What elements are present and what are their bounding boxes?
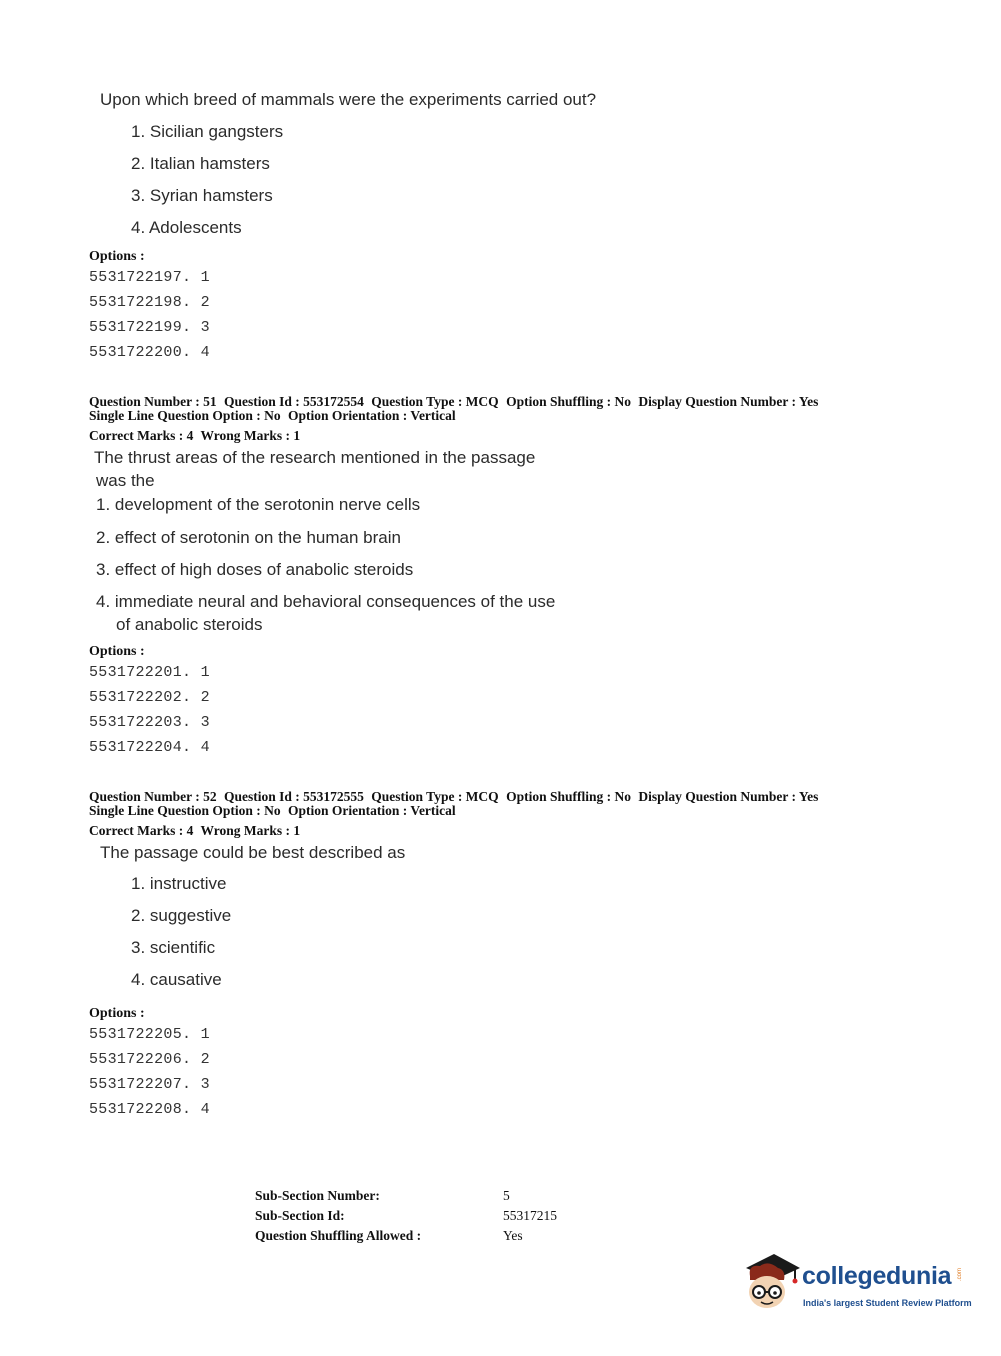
question-id: Question Id : 553172555: [224, 789, 364, 804]
single-line-option: Single Line Question Option : No: [89, 408, 281, 423]
wrong-marks: Wrong Marks : 1: [200, 823, 301, 838]
option-code: 5531722201. 1: [89, 664, 210, 681]
question-meta-line: [89, 408, 460, 424]
answer-choice: 1. development of the serotonin nerve cells: [96, 495, 421, 514]
subsection-id-label: Sub-Section Id:: [255, 1208, 345, 1223]
option-code: 5531722200. 4: [89, 344, 210, 361]
option-code: 5531722208. 4: [89, 1101, 210, 1118]
answer-choice: 3. Syrian hamsters: [131, 186, 273, 205]
question-shuffling-value: Yes: [503, 1228, 523, 1243]
question-stem-cont: was the: [96, 471, 155, 490]
question-number: Question Number : 52: [89, 789, 217, 804]
logo-suffix: .com: [957, 1268, 963, 1282]
option-code: 5531722203. 3: [89, 714, 210, 731]
answer-choice: 1. instructive: [131, 874, 227, 893]
collegedunia-logo: [740, 1250, 980, 1320]
options-label: Options :: [89, 644, 145, 659]
answer-choice: 3. effect of high doses of anabolic steroids: [96, 560, 414, 579]
wrong-marks: Wrong Marks : 1: [200, 428, 301, 443]
question-stem: The thrust areas of the research mentioned in the passage: [94, 448, 536, 467]
question-id: Question Id : 553172554: [224, 394, 364, 409]
subsection-number-label: Sub-Section Number:: [255, 1188, 380, 1203]
answer-choice: 4. immediate neural and behavioral consequences of the use: [96, 592, 556, 611]
answer-choice: 2. suggestive: [131, 906, 232, 925]
question-meta-line: [89, 803, 460, 819]
display-question-number: Display Question Number : Yes: [638, 789, 819, 804]
option-orientation: Option Orientation : Vertical: [288, 408, 456, 423]
options-label: Options :: [89, 1006, 145, 1021]
option-shuffling: Option Shuffling : No: [506, 789, 631, 804]
display-question-number: Display Question Number : Yes: [638, 394, 819, 409]
option-code: 5531722198. 2: [89, 294, 210, 311]
subsection-id-value: 55317215: [503, 1208, 557, 1223]
answer-choice: 4. Adolescents: [131, 218, 242, 237]
single-line-option: Single Line Question Option : No: [89, 803, 281, 818]
logo-name: collegedunia: [802, 1262, 952, 1290]
marks-line: [89, 823, 304, 839]
mascot-icon: [740, 1250, 802, 1316]
question-stem: The passage could be best described as: [100, 843, 406, 862]
subsection-number-value: 5: [503, 1188, 510, 1203]
question-stem: Upon which breed of mammals were the experiments carried out?: [100, 90, 597, 109]
correct-marks: Correct Marks : 4: [89, 428, 194, 443]
option-orientation: Option Orientation : Vertical: [288, 803, 456, 818]
options-label: Options :: [89, 249, 145, 264]
option-code: 5531722207. 3: [89, 1076, 210, 1093]
question-type: Question Type : MCQ: [371, 394, 499, 409]
answer-choice: 4. causative: [131, 970, 222, 989]
option-code: 5531722206. 2: [89, 1051, 210, 1068]
option-code: 5531722205. 1: [89, 1026, 210, 1043]
option-code: 5531722202. 2: [89, 689, 210, 706]
question-type: Question Type : MCQ: [371, 789, 499, 804]
option-code: 5531722197. 1: [89, 269, 210, 286]
question-number: Question Number : 51: [89, 394, 217, 409]
answer-choice: 1. Sicilian gangsters: [131, 122, 284, 141]
option-code: 5531722204. 4: [89, 739, 210, 756]
answer-choice-cont: of anabolic steroids: [116, 615, 263, 634]
option-shuffling: Option Shuffling : No: [506, 394, 631, 409]
answer-choice: 3. scientific: [131, 938, 216, 957]
question-shuffling-label: Question Shuffling Allowed :: [255, 1228, 422, 1243]
option-code: 5531722199. 3: [89, 319, 210, 336]
answer-choice: 2. effect of serotonin on the human brain: [96, 528, 401, 547]
logo-tagline: India's largest Student Review Platform: [803, 1298, 972, 1308]
marks-line: [89, 428, 304, 444]
answer-choice: 2. Italian hamsters: [131, 154, 270, 173]
correct-marks: Correct Marks : 4: [89, 823, 194, 838]
